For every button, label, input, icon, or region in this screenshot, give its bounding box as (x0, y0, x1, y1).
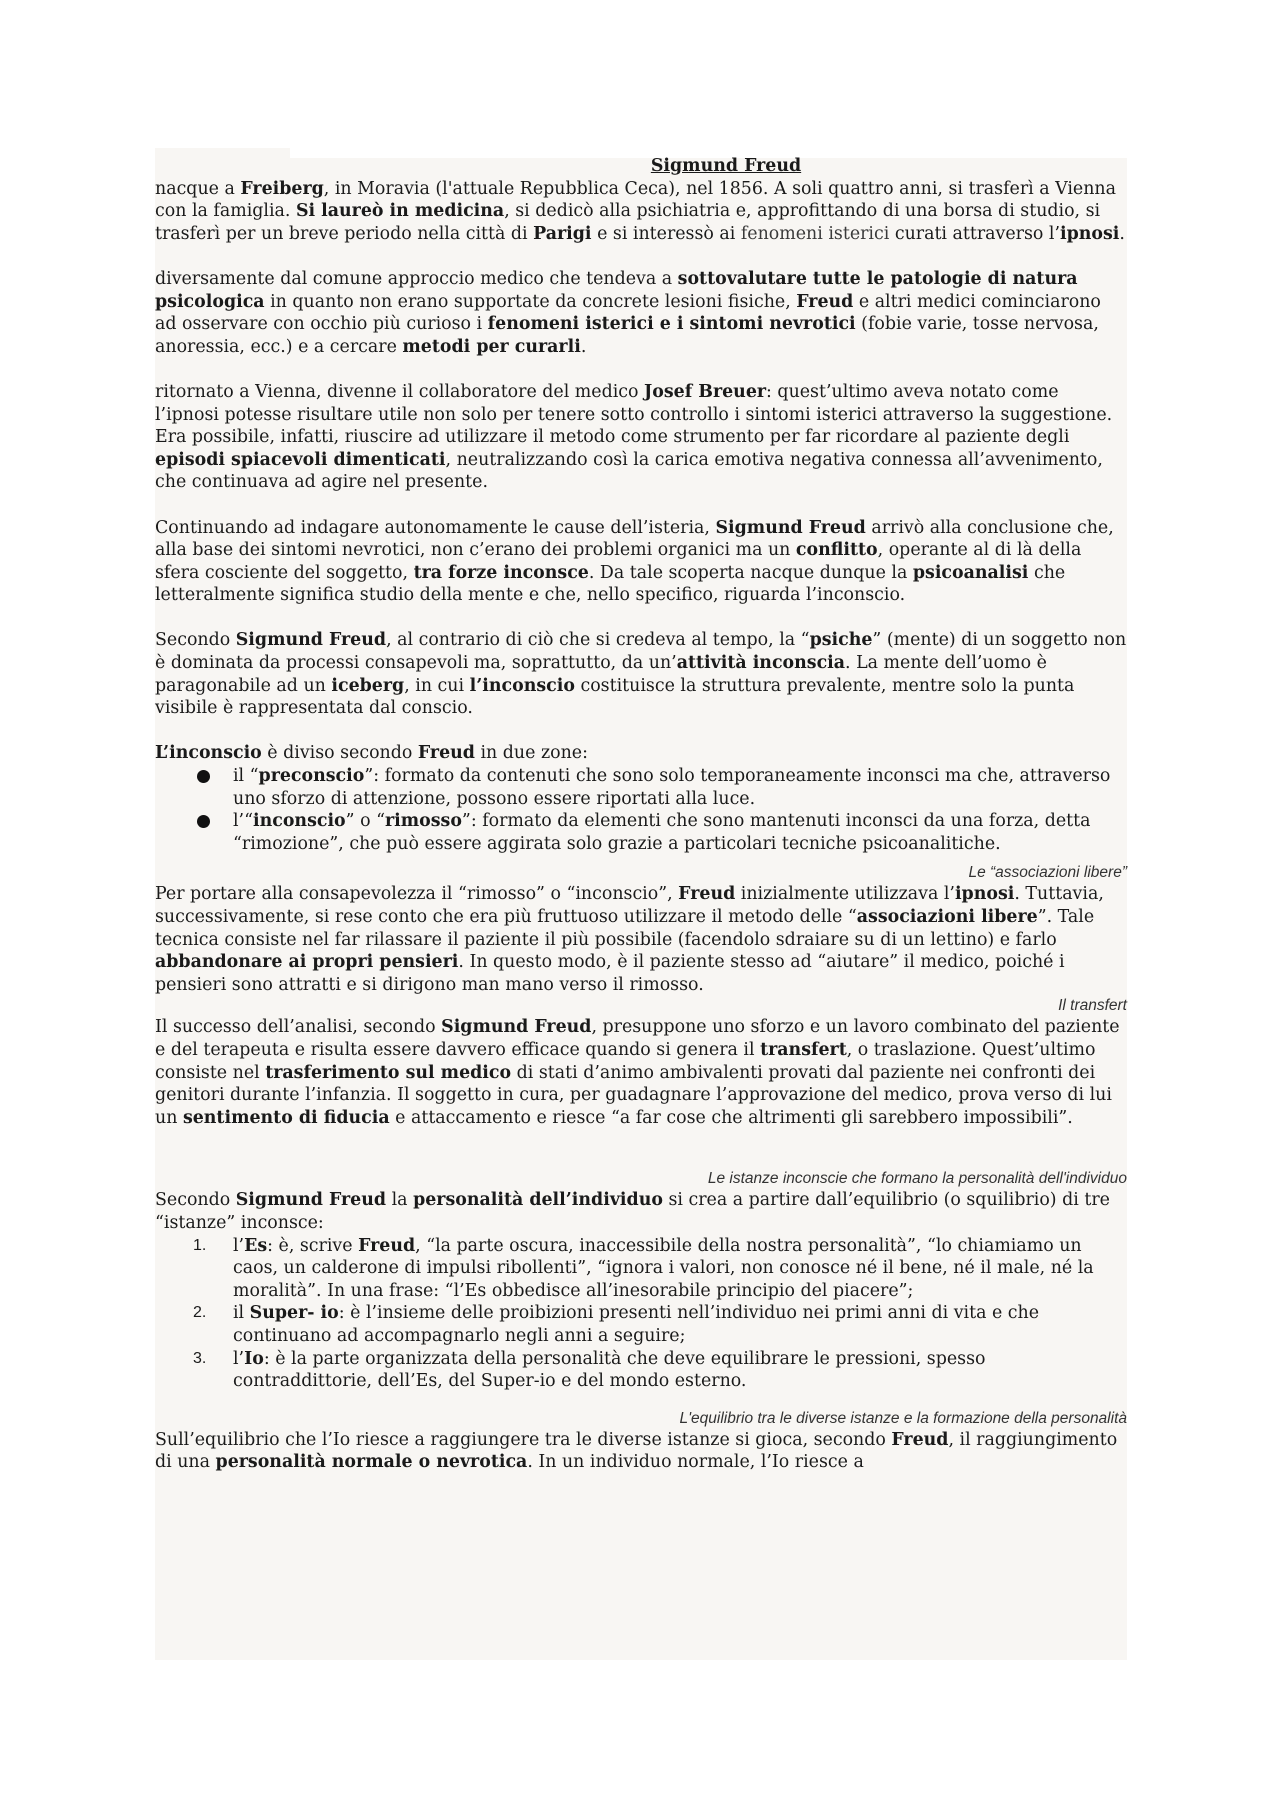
paragraph-personality: Secondo Sigmund Freud la personalità dell’individuo si crea a partire dall’equilibrio (o squilibrio) di tre “istanze” inconsce: (155, 1190, 1110, 1233)
paragraph-psyche: Secondo Sigmund Freud, al contrario di ciò che si credeva al tempo, la “psiche” (mente) di un soggetto non è dominata da processi consapevoli ma, soprattutto, da un’attività inconscia. La mente dell’uomo è paragonabile ad un iceberg, in cui l’inconscio costituisce la struttura prevalente, mentre solo la punta visibile è rappresentata dal conscio. (155, 630, 1127, 719)
paragraph-transfert: Il successo dell’analisi, secondo Sigmund Freud, presuppone uno sforzo e un lavoro combinato del paziente e del terapeuta e risulta essere davvero efficace quando si genera il transfert, o traslazione. Quest’ultimo consiste nel trasferimento sul medico di stati d’animo ambivalenti provati dal paziente nei confronti dei genitori durante l’infanzia. Il soggetto in cura, per guadagnare l’approvazione del medico, prova verso di lui un sentimento di fiducia e attaccamento e riesce “a far cose che altrimenti gli sarebbero impossibili”. (155, 1017, 1120, 1128)
paragraph-equilibrium: Sull’equilibrio che l’Io riesce a raggiungere tra le diverse istanze si gioca, secondo Freud, il raggiungimento di una personalità normale o nevrotica. In un individuo normale, l’Io riesce a (155, 1429, 1118, 1473)
section-caption-transfert: Il transfert (1058, 997, 1127, 1015)
list-item: 1. l’Es: è, scrive Freud, “la parte oscura, inaccessibile della nostra personalità”, “lo chiamiamo un caos, un calderone di impulsi ribollenti”, “ignora i valori, non conosce né il bene, né il male, né la moralità”. In una frase: “l’Es obbedisce all’inesorabile principio del piacere”; (193, 1235, 1094, 1301)
document-content (155, 155, 1127, 1474)
list-number: 1. (193, 1236, 207, 1254)
list-item: il “preconscio”: formato da contenuti che sono solo temporaneamente inconsci ma che, attraverso uno sforzo di attenzione, possono essere riportati alla luce. (233, 765, 1127, 810)
list-item: 2. il Super- io: è l’insieme delle proibizioni presenti nell’individuo nei primi anni di vita e che continuano ad accompagnarlo negli anni a seguire; (193, 1303, 1040, 1346)
list-item: l’“inconscio” o “rimosso”: formato da elementi che sono mantenuti inconsci da una forza, detta “rimozione”, che può essere aggirata solo grazie a particolari tecniche psicoanalitiche. (233, 810, 1127, 855)
list-number: 2. (193, 1304, 207, 1322)
section-caption-equilibrio: L'equilibrio tra le diverse istanze e la formazione della personalità (679, 1409, 1127, 1427)
bullet-icon (197, 815, 210, 828)
list-item: 3. l’Io: è la parte organizzata della personalità che deve equilibrare le pressioni, spesso contraddittorie, dell’Es, del Super-io e del mondo esterno. (193, 1348, 986, 1392)
paragraph-birth: nacque a Freiberg, in Moravia (l'attuale Repubblica Ceca), nel 1856. A soli quattro anni, si trasferì a Vienna con la famiglia. Si laureò in medicina, si dedicò alla psichiatria e, approfittando di una borsa di studio, si trasferì per un breve periodo nella città di Parigi e si interessò ai fenomeni isterici curati attraverso l’ipnosi. (155, 178, 1125, 244)
paragraph-unconscious-zones: L’inconscio è diviso secondo Freud in due zone: (155, 743, 588, 764)
bullet-icon (197, 770, 210, 783)
paragraph-approach: diversamente dal comune approccio medico che tendeva a sottovalutare tutte le patologie di natura psicologica in quanto non erano supportate da concrete lesioni fisiche, Freud e altri medici cominciarono ad osservare con occhio più curioso i fenomeni isterici e i sintomi nevrotici (fobie varie, tosse nervosa, anoressia, ecc.) e a cercare metodi per curarli. (155, 268, 1101, 357)
paragraph-breuer: ritornato a Vienna, divenne il collaboratore del medico Josef Breuer: quest’ultimo aveva notato come l’ipnosi potesse risultare utile non solo per tenere sotto controllo i sintomi isterici attraverso la suggestione. Era possibile, infatti, riuscire ad utilizzare il metodo come strumento per far ricordare al paziente degli episodi spiacevoli dimenticati, neutralizzando così la carica emotiva negativa connessa all’avvenimento, che continuava ad agire nel presente. (155, 381, 1113, 493)
list-number: 3. (193, 1349, 207, 1367)
paragraph-free-association: Per portare alla consapevolezza il “rimosso” o “inconscio”, Freud inizialmente utilizzava l’ipnosi. Tuttavia, successivamente, si rese conto che era più fruttuoso utilizzare il metodo delle “associazioni libere”. Tale tecnica consiste nel far rilassare il paziente il più possibile (facendolo sdraiare su di un lettino) e farlo abbandonare ai propri pensieri. In questo modo, è il paziente stesso ad “aiutare” il medico, poiché i pensieri sono attratti e si dirigono man mano verso il rimosso. (155, 884, 1104, 995)
zones-list (155, 765, 1127, 855)
page-title: Sigmund Freud (650, 156, 802, 176)
paragraph-psychoanalysis: Continuando ad indagare autonomamente le cause dell’isteria, Sigmund Freud arrivò alla conclusione che, alla base dei sintomi nevrotici, non c’erano dei problemi organici ma un conflitto, operante al di là della sfera cosciente del soggetto, tra forze inconsce. Da tale scoperta nacque dunque la psicoanalisi che letteralmente significa studio della mente e che, nello specifico, riguarda l’inconscio. (155, 517, 1114, 606)
section-caption-istanze: Le istanze inconscie che formano la personalità dell'individuo (707, 1170, 1127, 1188)
istanze-list (155, 1235, 1127, 1393)
section-caption-free-association: Le “associazioni libere” (968, 864, 1127, 882)
